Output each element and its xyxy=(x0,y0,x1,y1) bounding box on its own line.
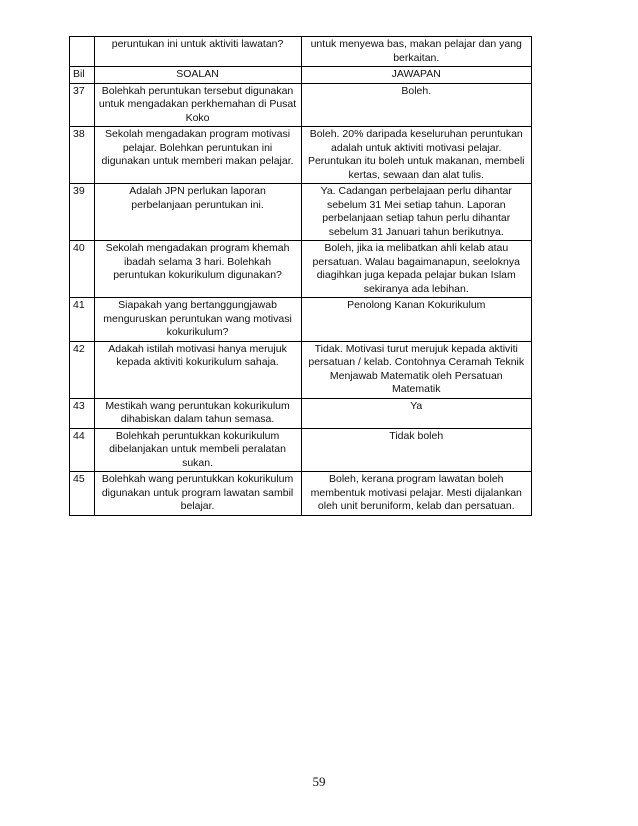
row-bil: 43 xyxy=(70,398,95,428)
table-row xyxy=(70,398,532,428)
header-row xyxy=(70,67,532,84)
row-answer: Boleh, kerana program lawatan boleh membentuk motivasi pelajar. Mesti dijalankan oleh unit beruniform, kelab dan persatuan. xyxy=(301,472,532,516)
table-row xyxy=(70,428,532,472)
row-answer: Boleh. xyxy=(301,83,532,127)
row-bil: 38 xyxy=(70,127,95,184)
row-question: Bolehkah wang peruntukkan kokurikulum digunakan untuk program lawatan sambil belajar. xyxy=(94,472,301,516)
table-row xyxy=(70,298,532,342)
row-bil: 42 xyxy=(70,341,95,398)
row-bil: 41 xyxy=(70,298,95,342)
table-row xyxy=(70,472,532,516)
header-jawapan: JAWAPAN xyxy=(301,67,532,84)
row-question: Adalah JPN perlukan laporan perbelanjaan peruntukan ini. xyxy=(94,184,301,241)
row-question: Bolehkah peruntukkan kokurikulum dibelanjakan untuk membeli peralatan sukan. xyxy=(94,428,301,472)
row-question: Sekolah mengadakan program motivasi pelajar. Bolehkan peruntukan ini digunakan untuk memberi makan pelajar. xyxy=(94,127,301,184)
row-question: Siapakah yang bertanggungjawab menguruskan peruntukan wang motivasi kokurikulum? xyxy=(94,298,301,342)
header-soalan: SOALAN xyxy=(94,67,301,84)
qa-table xyxy=(69,36,532,516)
continuation-question: peruntukan ini untuk aktiviti lawatan? xyxy=(94,37,301,67)
table-row xyxy=(70,83,532,127)
row-question: Mestikah wang peruntukan kokurikulum dihabiskan dalam tahun semasa. xyxy=(94,398,301,428)
row-bil: 44 xyxy=(70,428,95,472)
header-bil: Bil xyxy=(70,67,95,84)
continuation-answer: untuk menyewa bas, makan pelajar dan yang berkaitan. xyxy=(301,37,532,67)
row-answer: Boleh, jika ia melibatkan ahli kelab atau persatuan. Walau bagaimanapun, seeloknya diagihkan juga kepada pelajar bukan Islam sekiranya ada lebihan. xyxy=(301,241,532,298)
continuation-row xyxy=(70,37,532,67)
row-bil: 37 xyxy=(70,83,95,127)
row-answer: Tidak boleh xyxy=(301,428,532,472)
table-row xyxy=(70,241,532,298)
table-row xyxy=(70,127,532,184)
row-question: Bolehkah peruntukan tersebut digunakan untuk mengadakan perkhemahan di Pusat Koko xyxy=(94,83,301,127)
row-question: Adakah istilah motivasi hanya merujuk kepada aktiviti kokurikulum sahaja. xyxy=(94,341,301,398)
continuation-bil-cell xyxy=(70,37,95,67)
row-answer: Boleh. 20% daripada keseluruhan peruntukan adalah untuk aktiviti motivasi pelajar. Peruntukan itu boleh untuk makanan, membeli kertas, sewaan dan alat tulis. xyxy=(301,127,532,184)
row-answer: Ya. Cadangan perbelajaan perlu dihantar sebelum 31 Mei setiap tahun. Laporan perbelanjaan setiap tahun perlu dihantar sebelum 31 Januari tahun berikutnya. xyxy=(301,184,532,241)
table-row xyxy=(70,184,532,241)
row-bil: 45 xyxy=(70,472,95,516)
row-bil: 40 xyxy=(70,241,95,298)
page-number: 59 xyxy=(312,774,326,789)
row-answer: Tidak. Motivasi turut merujuk kepada aktiviti persatuan / kelab. Contohnya Ceramah Teknik Menjawab Matematik oleh Persatuan Matematik xyxy=(301,341,532,398)
row-question: Sekolah mengadakan program khemah ibadah selama 3 hari. Bolehkah peruntukan kokurikulum digunakan? xyxy=(94,241,301,298)
row-answer: Penolong Kanan Kokurikulum xyxy=(301,298,532,342)
row-answer: Ya xyxy=(301,398,532,428)
row-bil: 39 xyxy=(70,184,95,241)
table-row xyxy=(70,341,532,398)
